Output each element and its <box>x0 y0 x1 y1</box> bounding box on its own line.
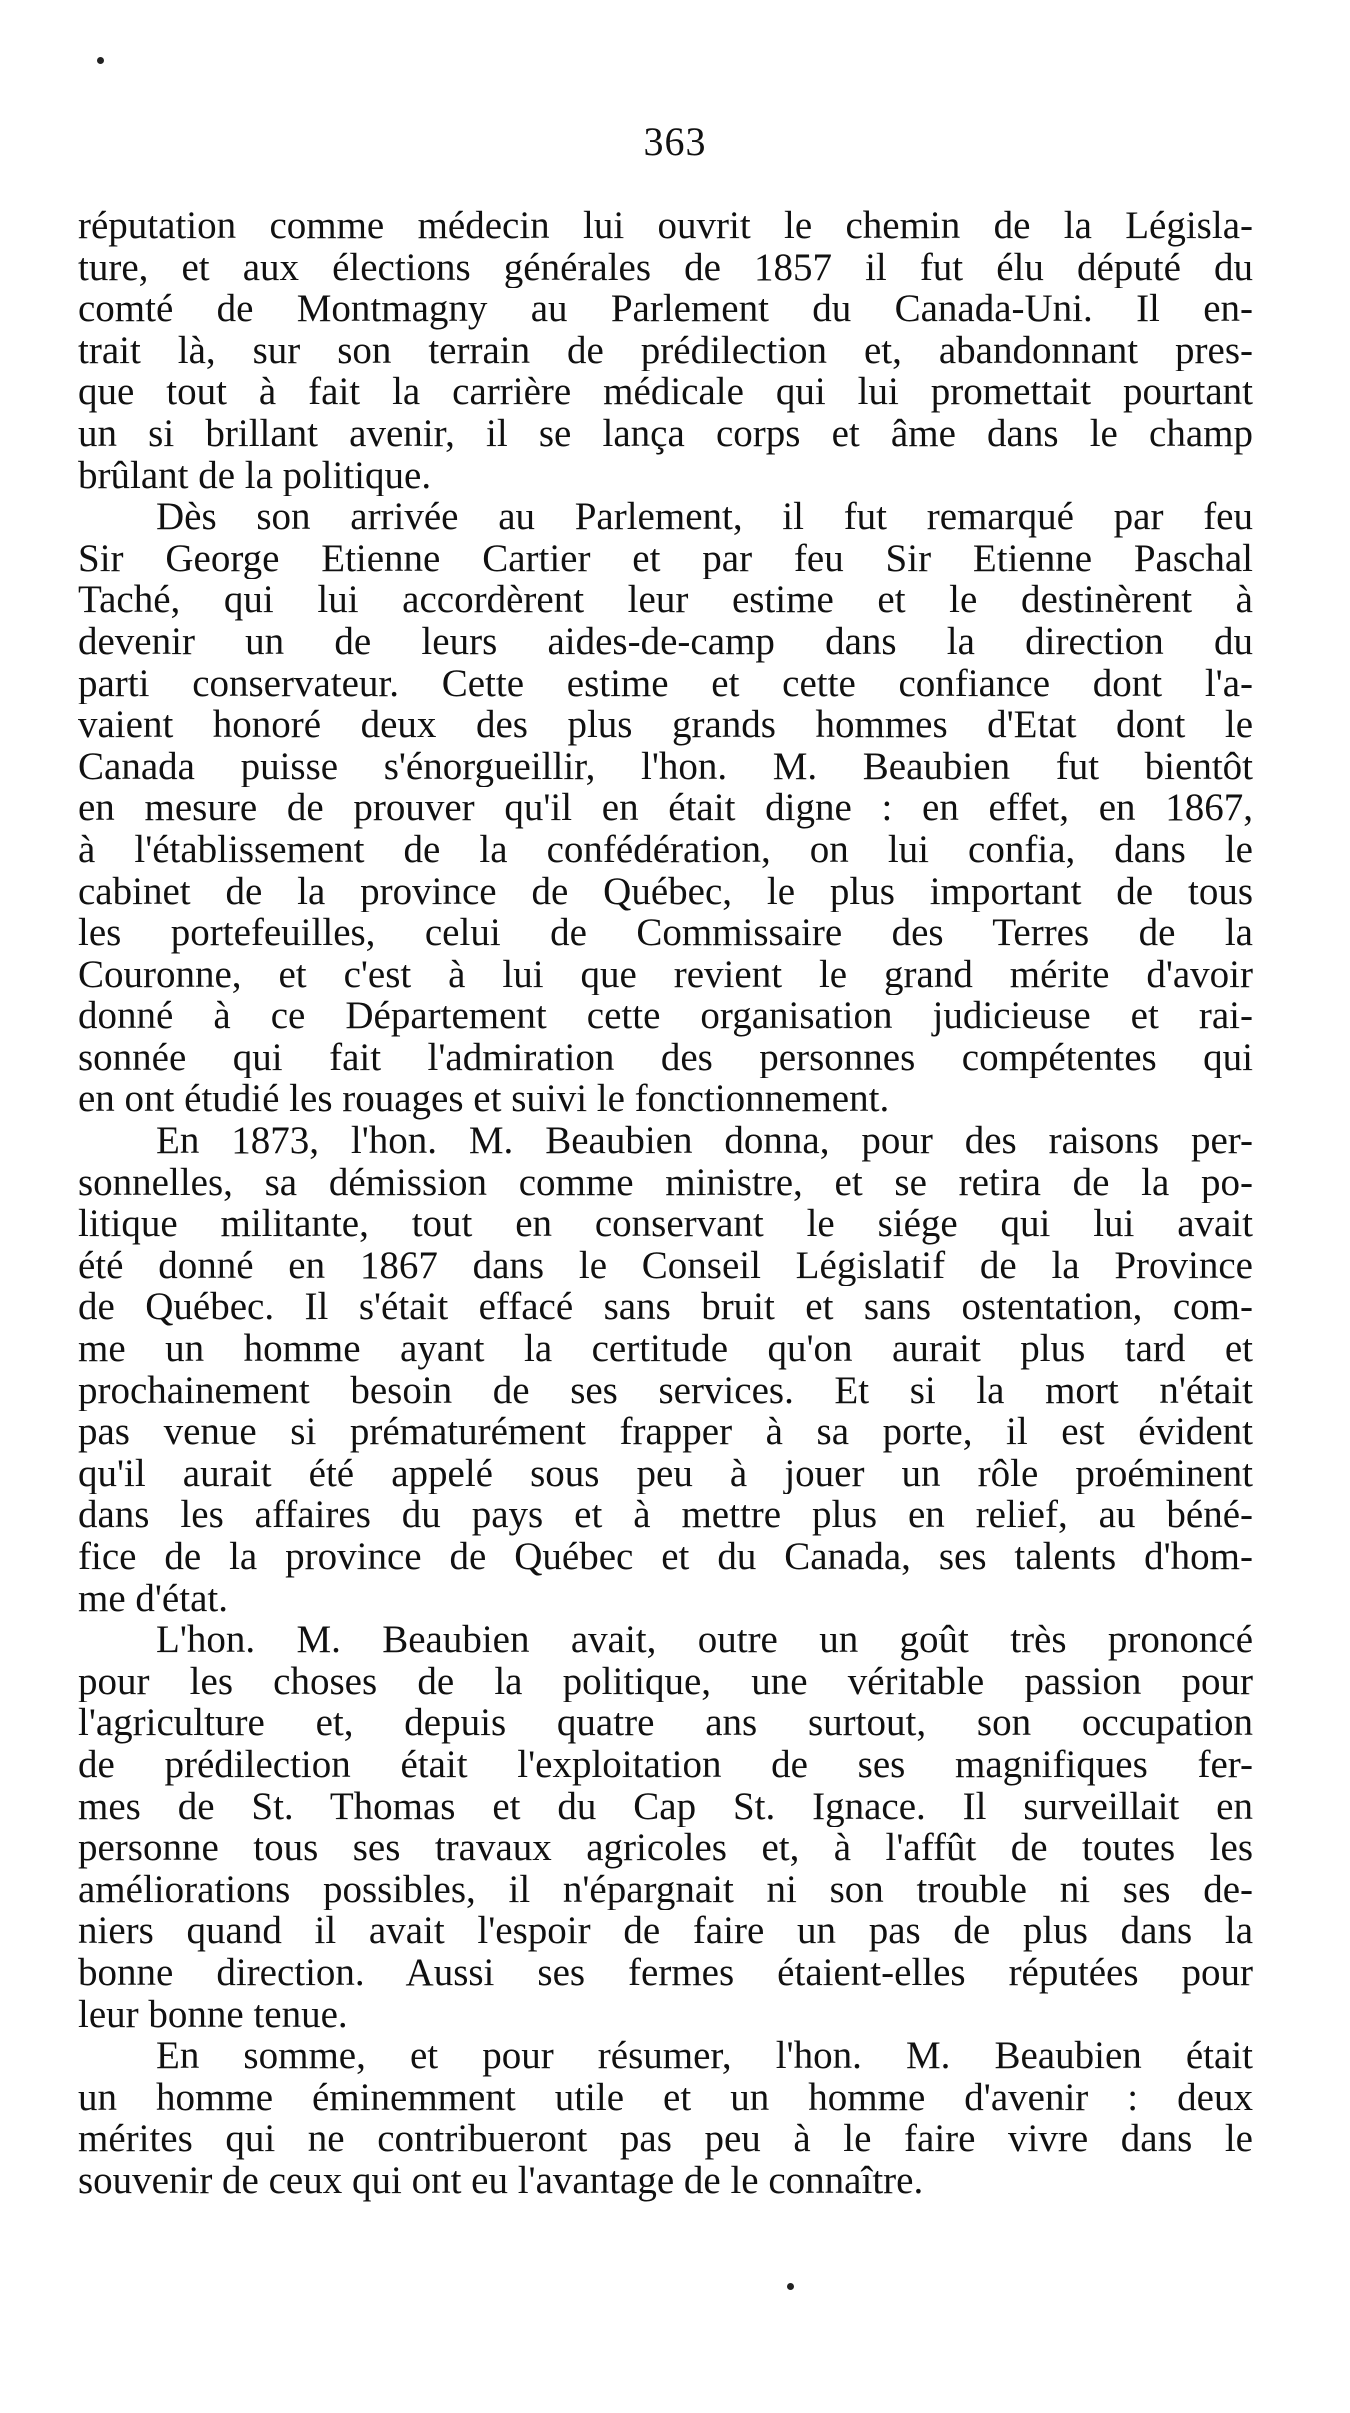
text-line: devenir un de leurs aides-de-camp dans la direction du <box>78 620 1253 663</box>
text-line: un homme éminemment utile et un homme d'avenir : deux <box>78 2076 1253 2119</box>
text-line: En somme, et pour résumer, l'hon. M. Beaubien était <box>156 2035 1253 2077</box>
text-line: me d'état. <box>78 1577 228 1620</box>
text-line: que tout à fait la carrière médicale qui lui promettait pourtant <box>78 371 1253 413</box>
text-line: vaient honoré deux des plus grands hommes d'Etat dont le <box>78 704 1253 746</box>
text-line: En 1873, l'hon. M. Beaubien donna, pour des raisons per- <box>156 1120 1253 1162</box>
paragraph <box>78 496 1253 1120</box>
text-line: réputation comme médecin lui ouvrit le chemin de la Législa- <box>78 205 1253 247</box>
text-line: leur bonne tenue. <box>78 1993 348 2036</box>
text-line: comté de Montmagny au Parlement du Canada-Uni. Il en- <box>78 288 1253 330</box>
text-line: les portefeuilles, celui de Commissaire des Terres de la <box>78 912 1253 954</box>
paragraph <box>78 205 1253 496</box>
text-line: me un homme ayant la certitude qu'on aurait plus tard et <box>78 1328 1253 1370</box>
text-line: améliorations possibles, il n'épargnait ni son trouble ni ses de- <box>78 1868 1253 1911</box>
text-line: Taché, qui lui accordèrent leur estime et le destinèrent à <box>78 579 1253 621</box>
text-line: un si brillant avenir, il se lança corps et âme dans le champ <box>78 412 1253 455</box>
paragraph <box>78 1619 1253 2035</box>
text-line: prochainement besoin de ses services. Et si la mort n'était <box>78 1369 1253 1412</box>
text-line: Dès son arrivée au Parlement, il fut remarqué par feu <box>156 496 1253 538</box>
text-line: litique militante, tout en conservant le siége qui lui avait <box>78 1203 1253 1245</box>
text-line: mérites qui ne contribueront pas peu à le faire vivre dans le <box>78 2118 1253 2160</box>
text-line: l'agriculture et, depuis quatre ans surtout, son occupation <box>78 1702 1253 1744</box>
text-line: en mesure de prouver qu'il en était digne : en effet, en 1867, <box>78 787 1253 829</box>
page-number: 363 <box>643 119 707 164</box>
body-text <box>78 205 1253 2202</box>
text-line: de prédilection était l'exploitation de ses magnifiques fer- <box>78 1743 1253 1786</box>
text-line: ture, et aux élections générales de 1857 il fut élu député du <box>78 246 1253 289</box>
text-line: mes de St. Thomas et du Cap St. Ignace. Il surveillait en <box>78 1785 1253 1828</box>
text-line: en ont étudié les rouages et suivi le fonctionnement. <box>78 1078 890 1121</box>
text-line: personne tous ses travaux agricoles et, à l'affût de toutes les <box>78 1827 1253 1869</box>
text-line: souvenir de ceux qui ont eu l'avantage de le connaître. <box>78 2159 924 2202</box>
text-line: été donné en 1867 dans le Conseil Législatif de la Province <box>78 1244 1253 1287</box>
text-line: sonnelles, sa démission comme ministre, et se retira de la po- <box>78 1161 1253 1204</box>
text-line: brûlant de la politique. <box>78 454 432 497</box>
ink-speck <box>97 57 104 64</box>
text-line: sonnée qui fait l'admiration des personnes compétentes qui <box>78 1036 1253 1079</box>
text-line: Sir George Etienne Cartier et par feu Sir Etienne Paschal <box>78 537 1253 580</box>
text-line: pas venue si prématurément frapper à sa porte, il est évident <box>78 1411 1253 1453</box>
text-line: niers quand il avait l'espoir de faire un pas de plus dans la <box>78 1910 1253 1952</box>
text-line: L'hon. M. Beaubien avait, outre un goût très prononcé <box>156 1619 1253 1661</box>
text-line: pour les choses de la politique, une véritable passion pour <box>78 1660 1253 1703</box>
text-line: trait là, sur son terrain de prédilection et, abandonnant pres- <box>78 329 1253 372</box>
ink-speck <box>787 2283 794 2290</box>
text-line: qu'il aurait été appelé sous peu à jouer un rôle proéminent <box>78 1452 1253 1495</box>
paragraph <box>78 1120 1253 1619</box>
text-line: dans les affaires du pays et à mettre plus en relief, au béné- <box>78 1494 1253 1536</box>
text-line: donné à ce Département cette organisation judicieuse et rai- <box>78 995 1253 1037</box>
text-line: bonne direction. Aussi ses fermes étaient-elles réputées pour <box>78 1951 1253 1994</box>
text-line: Canada puisse s'énorgueillir, l'hon. M. Beaubien fut bientôt <box>78 745 1253 788</box>
text-line: fice de la province de Québec et du Canada, ses talents d'hom- <box>78 1536 1253 1578</box>
text-line: de Québec. Il s'était effacé sans bruit et sans ostentation, com- <box>78 1286 1253 1329</box>
paragraph <box>78 2035 1253 2201</box>
text-line: parti conservateur. Cette estime et cette confiance dont l'a- <box>78 662 1253 705</box>
text-line: Couronne, et c'est à lui que revient le grand mérite d'avoir <box>78 953 1253 996</box>
text-line: à l'établissement de la confédération, on lui confia, dans le <box>78 828 1253 871</box>
text-line: cabinet de la province de Québec, le plus important de tous <box>78 870 1253 913</box>
